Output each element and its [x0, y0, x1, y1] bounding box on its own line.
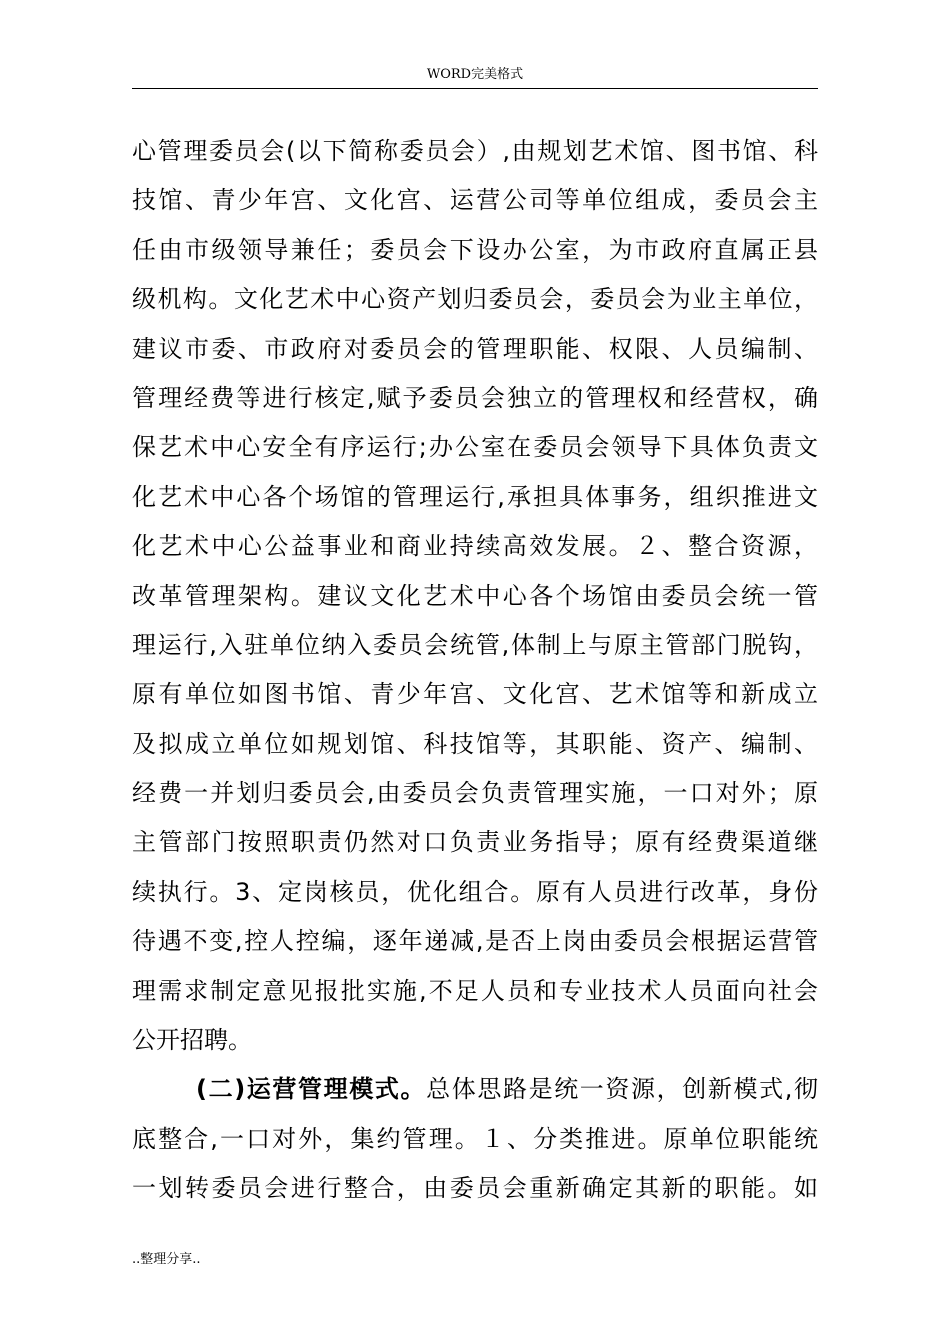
body-line-12: 原有单位如图书馆、青少年宫、文化宫、艺术馆等和新成立 [132, 680, 818, 709]
body-line-14: 经费一并划归委员会,由委员会负责管理实施，一口对外；原 [132, 779, 818, 808]
body-line-10: 改革管理架构。建议文化艺术中心各个场馆由委员会统一管 [132, 581, 818, 610]
body-line-8: 化艺术中心各个场馆的管理运行,承担具体事务，组织推进文 [132, 482, 818, 511]
body-line-11: 理运行,入驻单位纳入委员会统管,体制上与原主管部门脱钩， [132, 630, 818, 659]
section2-line-2: 底整合,一口对外，集约管理。１、分类推进。原单位职能统 [132, 1124, 818, 1153]
header-title: WORD完美格式 [426, 67, 524, 82]
body-line-7: 保艺术中心安全有序运行;办公室在委员会领导下具体负责文 [132, 433, 818, 462]
body-line-5: 建议市委、市政府对委员会的管理职能、权限、人员编制、 [132, 334, 818, 363]
section2-line-3: 一划转委员会进行整合，由委员会重新确定其新的职能。如 [132, 1174, 818, 1203]
section2-first-line [132, 1065, 818, 1114]
body-line-1: 心管理委员会(以下简称委员会）,由规划艺术馆、图书馆、科 [132, 137, 818, 165]
body-line-9: 化艺术中心公益事业和商业持续高效发展。２、整合资源， [132, 532, 818, 561]
body-line-17: 待遇不变,控人控编，逐年递减,是否上岗由委员会根据运营管 [132, 927, 818, 956]
body-line-16: 续执行。3、定岗核员，优化组合。原有人员进行改革，身份 [132, 877, 818, 906]
page-header [132, 64, 818, 89]
body-line-3: 任由市级领导兼任；委员会下设办公室，为市政府直属正县 [132, 235, 818, 264]
page-footer [132, 1251, 201, 1269]
section2-heading: (二)运营管理模式。 [196, 1075, 427, 1104]
body-line-18: 理需求制定意见报批实施,不足人员和专业技术人员面向社会 [132, 976, 818, 1005]
body-line-15: 主管部门按照职责仍然对口负责业务指导；原有经费渠道继 [132, 828, 818, 857]
body-line-13: 及拟成立单位如规划馆、科技馆等，其职能、资产、编制、 [132, 729, 818, 758]
body-line-4: 级机构。文化艺术中心资产划归委员会，委员会为业主单位， [132, 285, 818, 314]
body-line-2: 技馆、青少年宫、文化宫、运营公司等单位组成，委员会主 [132, 186, 818, 215]
footer-text: ..整理分享.. [132, 1252, 201, 1267]
body-line-19: 公开招聘。 [132, 1026, 252, 1055]
section2-first-line-text: 总体思路是统一资源，创新模式,彻 [426, 1075, 818, 1104]
document-body [132, 127, 818, 1214]
body-line-6: 管理经费等进行核定,赋予委员会独立的管理权和经营权，确 [132, 383, 818, 412]
